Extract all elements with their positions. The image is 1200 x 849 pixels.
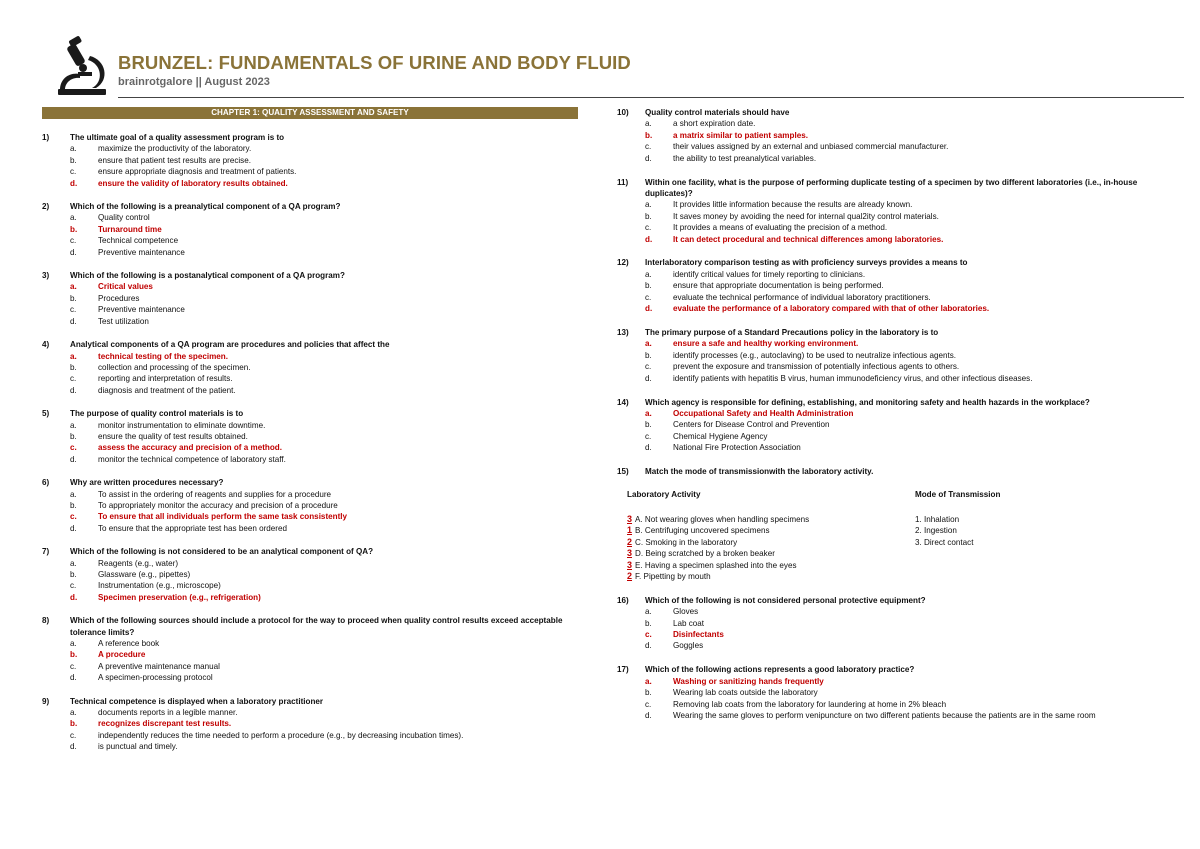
option-text: Preventive maintenance — [98, 305, 185, 315]
option-letter: d. — [645, 710, 652, 720]
activity-text: E. Having a specimen splashed into the eyes — [635, 560, 797, 570]
question-text: Quality control materials should have — [645, 108, 790, 117]
option-letter: c. — [645, 630, 652, 640]
left-column — [42, 107, 577, 765]
option-text: Quality control — [98, 213, 150, 223]
option-text: Wearing lab coats outside the laboratory — [673, 688, 818, 698]
question-text: Interlaboratory comparison testing as with proficiency surveys provides a means to — [645, 258, 968, 268]
option-text: It can detect procedural and technical differences among laboratories. — [673, 234, 944, 244]
question-line — [42, 270, 577, 281]
activity-text: C. Smoking in the laboratory — [635, 537, 738, 547]
option-text: Disinfectants — [673, 630, 724, 640]
option-text: National Fire Protection Association — [673, 443, 801, 453]
option-letter: c. — [70, 167, 77, 177]
option — [42, 580, 577, 591]
match-answer: 2 — [627, 570, 633, 581]
option-letter: b. — [70, 431, 77, 441]
option-text: Goggles — [673, 641, 704, 651]
option-letter: c. — [645, 142, 652, 152]
question-block — [42, 477, 577, 534]
option — [617, 199, 1147, 210]
option-text: It provides a means of evaluating the precision of a method. — [673, 223, 888, 233]
option-letter: c. — [70, 374, 77, 384]
activity-text: A. Not wearing gloves when handling specimens — [635, 514, 810, 524]
option — [42, 431, 577, 442]
question-text: Technical competence is displayed when a laboratory practitioner — [70, 696, 324, 706]
option-letter: c. — [70, 581, 77, 591]
question-block — [617, 257, 1147, 314]
option-text: It provides little information because the results are already known. — [673, 200, 913, 210]
match-answer: 1 — [627, 525, 633, 536]
option-letter: a. — [70, 639, 77, 649]
option-text: is punctual and timely. — [98, 742, 178, 752]
option-letter: c. — [70, 661, 77, 671]
question-number: 8) — [42, 616, 50, 626]
option — [617, 431, 1147, 442]
option-text: monitor the technical competence of laboratory staff. — [98, 454, 286, 464]
answer-option — [617, 629, 1147, 640]
option-letter: d. — [645, 304, 653, 314]
option-text: independently reduces the time needed to perform a procedure (e.g., by decreasing incubation times). — [98, 730, 464, 740]
option-text: To ensure that the appropriate test has been ordered — [98, 523, 287, 533]
option — [42, 373, 577, 384]
question-text: Which of the following is not considered to be an analytical component of QA? — [70, 547, 374, 557]
option — [617, 606, 1147, 617]
option-letter: c. — [70, 236, 77, 246]
match-answer: 3 — [627, 513, 633, 524]
question-line — [617, 177, 1147, 200]
option-letter: b. — [645, 130, 653, 140]
question-line — [42, 408, 577, 419]
question-line — [617, 664, 1147, 675]
matching-body — [627, 514, 1147, 582]
question-line — [617, 466, 1147, 477]
option — [617, 269, 1147, 280]
option-text: Test utilization — [98, 316, 149, 326]
question-block — [617, 397, 1147, 454]
question-text: The ultimate goal of a quality assessment program is to — [70, 133, 285, 142]
option-text: Glassware (e.g., pipettes) — [98, 570, 191, 579]
option-letter: a. — [645, 119, 652, 129]
answer-option — [42, 511, 577, 522]
question-line — [42, 696, 577, 707]
answer-option — [42, 281, 577, 292]
question-line — [42, 339, 577, 350]
option-text: assess the accuracy and precision of a method. — [98, 443, 282, 453]
question-block — [42, 408, 577, 465]
option-letter: d. — [70, 673, 77, 683]
option-letter: c. — [645, 362, 652, 372]
option — [617, 419, 1147, 430]
option-text: Removing lab coats from the laboratory for laundering at home in 2% bleach — [673, 699, 947, 709]
question-block — [617, 664, 1147, 721]
option — [42, 212, 577, 223]
question-line — [42, 615, 577, 638]
question-number: 9) — [42, 696, 50, 706]
option — [617, 699, 1147, 710]
option-text: identify critical values for timely reporting to clinicians. — [673, 269, 866, 279]
option-letter: d. — [70, 742, 77, 752]
option-letter: a. — [70, 420, 77, 430]
option — [42, 362, 577, 373]
question-line — [42, 546, 577, 557]
question-block — [42, 270, 577, 327]
question-block — [617, 595, 1147, 652]
option — [42, 293, 577, 304]
option-letter: a. — [645, 607, 652, 617]
answer-option — [617, 130, 1147, 141]
option-letter: b. — [645, 211, 652, 221]
chapter-banner: CHAPTER 1: QUALITY ASSESSMENT AND SAFETY — [42, 107, 578, 119]
option — [42, 661, 577, 672]
option-text: technical testing of the specimen. — [98, 351, 228, 361]
activity-list — [627, 514, 915, 582]
question-number: 2) — [42, 202, 50, 212]
option — [617, 618, 1147, 629]
option-letter: b. — [70, 224, 78, 234]
question-number: 6) — [42, 478, 50, 488]
activity-row — [627, 560, 915, 571]
option-text: Turnaround time — [98, 224, 162, 234]
option-text: Specimen preservation (e.g., refrigeration) — [98, 592, 261, 602]
option-text: Technical competence — [98, 236, 179, 246]
option-letter: b. — [645, 420, 652, 430]
question-number: 5) — [42, 409, 50, 419]
question-number: 10) — [617, 108, 629, 117]
option-text: Preventive maintenance — [98, 247, 185, 257]
mode-item: 3. Direct contact — [915, 537, 974, 547]
option-text: reporting and interpretation of results. — [98, 374, 233, 384]
option-letter: b. — [645, 618, 652, 628]
question-number: 4) — [42, 340, 50, 350]
option-letter: a. — [70, 213, 77, 223]
option-text: maximize the productivity of the laboratory. — [98, 144, 252, 154]
activity-text: B. Centrifuging uncovered specimens — [635, 526, 770, 536]
question-block — [42, 201, 577, 258]
answer-option — [617, 676, 1147, 687]
option-letter: b. — [645, 281, 652, 291]
option-text: monitor instrumentation to eliminate downtime. — [98, 420, 266, 430]
answer-option — [42, 224, 577, 235]
matching-header — [627, 489, 1147, 500]
question-line — [42, 477, 577, 488]
option-text: a short expiration date. — [673, 119, 756, 129]
question-text: Analytical components of a QA program are procedures and policies that affect the — [70, 340, 390, 350]
option-text: To appropriately monitor the accuracy and precision of a procedure — [98, 500, 338, 510]
option-text: ensure the quality of test results obtained. — [98, 431, 248, 441]
question-block — [42, 339, 577, 396]
answer-option — [42, 718, 577, 729]
match-answer: 2 — [627, 536, 633, 547]
question-text: Which of the following is a postanalytical component of a QA program? — [70, 271, 345, 281]
option-letter: a. — [70, 351, 77, 361]
question-number: 12) — [617, 258, 629, 268]
question-number: 17) — [617, 665, 629, 675]
option-letter: a. — [645, 408, 652, 418]
question-block — [42, 615, 577, 683]
question-line — [617, 595, 1147, 606]
option — [42, 166, 577, 177]
activity-text: D. Being scratched by a broken beaker — [635, 549, 775, 559]
question-text: Which of the following is not considered personal protective equipment? — [645, 595, 926, 605]
option — [617, 153, 1147, 164]
activity-row — [627, 571, 915, 582]
option-letter: a. — [645, 339, 652, 349]
option-letter: d. — [70, 316, 77, 326]
question-block — [42, 696, 577, 753]
right-column — [617, 107, 1147, 734]
option-letter: c. — [645, 223, 652, 233]
option-text: To ensure that all individuals perform the same task consistently — [98, 512, 348, 522]
question-line — [42, 201, 577, 212]
question-text: Which agency is responsible for defining, establishing, and monitoring safety and health hazards in the workplace? — [645, 397, 1090, 407]
match-answer: 3 — [627, 559, 633, 570]
question-number: 7) — [42, 547, 50, 557]
option — [617, 118, 1147, 129]
option-text: Centers for Disease Control and Prevention — [673, 420, 830, 430]
option-letter: b. — [70, 155, 77, 165]
option-text: Reagents (e.g., water) — [98, 558, 179, 568]
option — [42, 247, 577, 258]
option — [617, 687, 1147, 698]
option-text: ensure a safe and healthy working environment. — [673, 339, 859, 349]
activity-row — [627, 514, 915, 525]
option-letter: b. — [70, 650, 78, 660]
option-text: Chemical Hygiene Agency — [673, 431, 768, 441]
option-letter: a. — [70, 144, 77, 154]
option-letter: d. — [70, 385, 77, 395]
question-line — [617, 107, 1147, 118]
option — [617, 640, 1147, 651]
activity-row — [627, 525, 915, 536]
option-text: the ability to test preanalytical variables. — [673, 153, 817, 163]
option-letter: b. — [645, 350, 652, 360]
question-text: Within one facility, what is the purpose of performing duplicate testing of a specimen by two different laboratories (i.e., in-house duplicates)? — [645, 177, 1138, 198]
option-text: documents reports in a legible manner. — [98, 708, 238, 718]
option — [617, 373, 1147, 384]
answer-option — [617, 234, 1147, 245]
activity-text: F. Pipetting by mouth — [635, 571, 711, 581]
option-letter: d. — [70, 247, 77, 257]
mode-list — [915, 514, 973, 582]
question-block — [617, 107, 1147, 164]
option — [42, 558, 577, 569]
option-text: Wearing the same gloves to perform venipuncture on two different patients because the patients are in the same room — [673, 710, 1096, 720]
question-block — [617, 177, 1147, 245]
option-text: ensure appropriate diagnosis and treatment of patients. — [98, 167, 297, 177]
option-text: a matrix similar to patient samples. — [673, 130, 808, 140]
option — [42, 420, 577, 431]
answer-option — [617, 338, 1147, 349]
question-number: 3) — [42, 271, 50, 281]
option — [42, 730, 577, 741]
option-text: ensure the validity of laboratory results obtained. — [98, 178, 288, 188]
option — [617, 710, 1147, 721]
option — [42, 523, 577, 534]
option-letter: c. — [645, 292, 652, 302]
option — [42, 672, 577, 683]
option-letter: d. — [70, 454, 77, 464]
answer-option — [42, 649, 577, 660]
option-text: Procedures — [98, 293, 140, 303]
option-text: collection and processing of the specimen. — [98, 362, 251, 372]
answer-option — [42, 178, 577, 189]
question-text: Why are written procedures necessary? — [70, 478, 224, 488]
option-letter: a. — [70, 282, 77, 292]
answer-option — [42, 442, 577, 453]
option-text: Gloves — [673, 607, 699, 617]
option-text: evaluate the technical performance of individual laboratory practitioners. — [673, 292, 931, 302]
question-number: 1) — [42, 133, 50, 142]
option-letter: d. — [70, 592, 78, 602]
option-letter: a. — [70, 708, 77, 718]
question-number: 16) — [617, 595, 629, 605]
option — [42, 316, 577, 327]
option — [42, 235, 577, 246]
option — [42, 143, 577, 154]
question-number: 15) — [617, 467, 629, 477]
option-letter: c. — [70, 512, 77, 522]
question-line — [617, 397, 1147, 408]
answer-option — [42, 351, 577, 362]
option-text: To assist in the ordering of reagents and supplies for a procedure — [98, 489, 332, 499]
option-letter: c. — [70, 443, 77, 453]
option-text: ensure that appropriate documentation is being performed. — [673, 281, 884, 291]
option-letter: b. — [70, 293, 77, 303]
question-text: Which of the following is a preanalytical component of a QA program? — [70, 202, 341, 212]
option-text: their values assigned by an external and unbiased commercial manufacturer. — [673, 142, 949, 152]
question-block — [617, 466, 1147, 582]
option-letter: b. — [645, 688, 652, 698]
option-letter: d. — [645, 373, 652, 383]
answer-option — [617, 303, 1147, 314]
option-letter: c. — [645, 431, 652, 441]
option-letter: d. — [645, 641, 652, 651]
option-text: identify patients with hepatitis B virus, human immunodeficiency virus, and other infectious diseases. — [673, 373, 1033, 383]
question-block — [42, 132, 577, 189]
option — [617, 222, 1147, 233]
document-title: BRUNZEL: FUNDAMENTALS OF URINE AND BODY FLUID — [118, 52, 631, 73]
answer-option — [617, 408, 1147, 419]
answer-option — [42, 592, 577, 603]
match-answer: 3 — [627, 548, 633, 559]
option-text: A procedure — [98, 650, 146, 660]
option-text: Critical values — [98, 282, 153, 292]
option — [42, 569, 577, 580]
question-text: The primary purpose of a Standard Precautions policy in the laboratory is to — [645, 328, 939, 337]
option — [42, 741, 577, 752]
question-block — [42, 546, 577, 603]
activity-header: Laboratory Activity — [627, 490, 701, 500]
question-line — [42, 132, 577, 143]
option — [42, 155, 577, 166]
mode-header: Mode of Transmission — [915, 490, 1001, 500]
question-number: 11) — [617, 177, 629, 187]
question-line — [617, 257, 1147, 268]
option-letter: d. — [70, 178, 78, 188]
document-subtitle: brainrotgalore || August 2023 — [118, 76, 270, 88]
option-text: A specimen-processing protocol — [98, 673, 213, 683]
option-text: ensure that patient test results are precise. — [98, 155, 251, 165]
option-text: Instrumentation (e.g., microscope) — [98, 581, 221, 591]
option — [617, 280, 1147, 291]
option-letter: a. — [70, 489, 77, 499]
option-letter: a. — [645, 676, 652, 686]
mode-item: 1. Inhalation — [915, 514, 960, 524]
option-text: Occupational Safety and Health Administration — [673, 408, 854, 418]
option-text: prevent the exposure and transmission of potentially infectious agents to others. — [673, 362, 960, 372]
microscope-icon — [52, 34, 112, 98]
header-divider — [118, 97, 1184, 98]
option — [617, 361, 1147, 372]
option-letter: d. — [70, 523, 77, 533]
option-letter: c. — [70, 305, 77, 315]
option-text: identify processes (e.g., autoclaving) to be used to neutralize infectious agents. — [673, 350, 956, 360]
option-letter: c. — [70, 730, 77, 740]
option-letter: b. — [70, 500, 77, 510]
option — [617, 141, 1147, 152]
option-letter: b. — [70, 362, 77, 372]
option — [42, 638, 577, 649]
option — [617, 442, 1147, 453]
option-letter: a. — [645, 200, 652, 210]
option-text: Washing or sanitizing hands frequently — [673, 676, 824, 686]
option-text: Lab coat — [673, 618, 705, 628]
option-letter: d. — [645, 443, 652, 453]
option-letter: a. — [70, 558, 77, 568]
question-text: Which of the following sources should include a protocol for the way to proceed when quality control results exceed acceptable tolerance limits? — [70, 616, 563, 637]
option — [617, 350, 1147, 361]
option-letter: b. — [70, 719, 78, 729]
option — [617, 211, 1147, 222]
option-text: A reference book — [98, 639, 160, 649]
question-number: 13) — [617, 328, 629, 337]
option — [617, 292, 1147, 303]
option-text: recognizes discrepant test results. — [98, 719, 232, 729]
option — [42, 489, 577, 500]
option — [42, 304, 577, 315]
option-letter: d. — [645, 234, 653, 244]
question-number: 14) — [617, 397, 629, 407]
option-letter: d. — [645, 153, 652, 163]
option — [42, 707, 577, 718]
question-text: Which of the following actions represents a good laboratory practice? — [645, 665, 915, 675]
option — [42, 454, 577, 465]
question-text: The purpose of quality control materials is to — [70, 409, 244, 419]
mode-item: 2. Ingestion — [915, 526, 957, 536]
option-text: diagnosis and treatment of the patient. — [98, 385, 236, 395]
option-letter: a. — [645, 269, 652, 279]
question-text: Match the mode of transmissionwith the laboratory activity. — [645, 467, 874, 477]
option-text: A preventive maintenance manual — [98, 661, 220, 671]
activity-row — [627, 548, 915, 559]
option-letter: b. — [70, 570, 77, 579]
question-block — [617, 327, 1147, 384]
option-letter: c. — [645, 699, 652, 709]
option — [42, 500, 577, 511]
option-text: evaluate the performance of a laboratory compared with that of other laboratories. — [673, 304, 990, 314]
activity-row — [627, 537, 915, 548]
option — [42, 385, 577, 396]
question-line — [617, 327, 1147, 338]
option-text: It saves money by avoiding the need for internal qual2ity control materials. — [673, 211, 939, 221]
